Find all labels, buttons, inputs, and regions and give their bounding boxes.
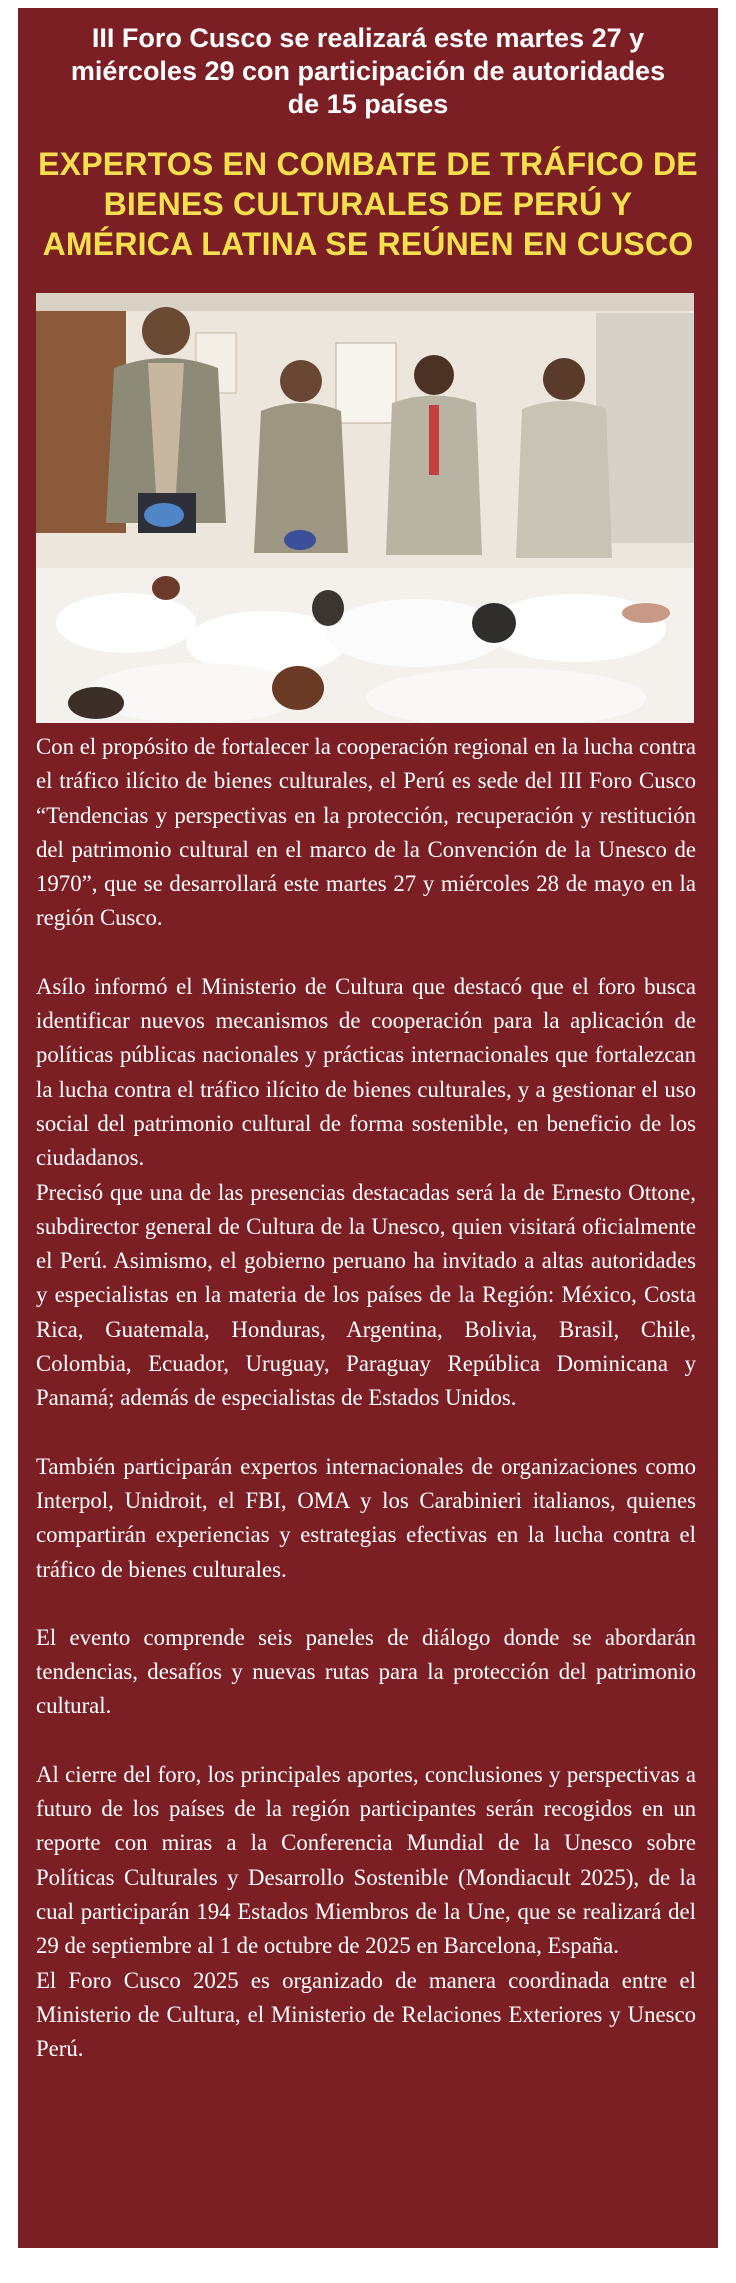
paragraph: También participarán expertos internacionales de organizaciones como Interpol, Unidroit, el FBI, OMA y los Carabinieri italianos, quienes compartirán experiencias y estrategias efectivas en la lucha contra el tráfico de bienes culturales.	[36, 1453, 696, 1582]
paragraph: Con el propósito de fortalecer la cooperación regional en la lucha contra el tráfico ilícito de bienes culturales, el Perú es sede del III Foro Cusco “Tendencias y perspectivas en la protección, recuperación y restitución del patrimonio cultural en el marco de la Convención de la Unesco de 1970”, que se desarrollará este martes 27 y miércoles 28 de mayo en la región Cusco.	[36, 734, 696, 931]
article-headline: EXPERTOS EN COMBATE DE TRÁFICO DE BIENES CULTURALES DE PERÚ Y AMÉRICA LATINA SE REÚNEN EN CUSCO	[38, 146, 698, 262]
article-kicker: III Foro Cusco se realizará este martes 27 y miércoles 29 con participación de autoridades de 15 países	[70, 23, 666, 119]
paragraph: El Foro Cusco 2025 es organizado de manera coordinada entre el Ministerio de Cultura, el Ministerio de Relaciones Exteriores y Unesco Perú.	[36, 1967, 696, 2062]
paragraph: Al cierre del foro, los principales aportes, conclusiones y perspectivas a futuro de los países de la región participantes serán recogidos en un reporte con miras a la Conferencia Mundial de la Unesco sobre Políticas Culturales y Desarrollo Sostenible (Mondiacult 2025), de la cual participarán 194 Estados Miembros de la Une, que se realizará del 29 de septiembre al 1 de octubre de 2025 en Barcelona, España.	[36, 1761, 696, 1959]
group-photo-icon	[36, 293, 694, 723]
paragraph: Precisó que una de las presencias destacadas será la de Ernesto Ottone, subdirector general de Cultura de la Unesco, quien visitará oficialmente el Perú. Asimismo, el gobierno peruano ha invitado a altas autoridades y especialistas en la materia de los países de la Región: México, Costa Rica, Guatemala, Honduras, Argentina, Bolivia, Brasil, Chile, Colombia, Ecuador, Uruguay, Paraguay República Dominicana y Panamá; además de especialistas de Estados Unidos.	[36, 1179, 696, 1411]
article-photo	[36, 293, 694, 723]
article-body	[36, 730, 696, 2066]
paragraph: Asílo informó el Ministerio de Cultura que destacó que el foro busca identificar nuevos mecanismos de cooperación para la aplicación de políticas públicas nacionales y prácticas internacionales que fortalezcan la lucha contra el tráfico ilícito de bienes culturales, y a gestionar el uso social del patrimonio cultural de forma sostenible, en beneficio de los ciudadanos.	[36, 973, 696, 1171]
article-panel	[18, 8, 718, 2248]
paragraph: El evento comprende seis paneles de diálogo donde se abordarán tendencias, desafíos y nuevas rutas para la protección del patrimonio cultural.	[36, 1624, 696, 1719]
